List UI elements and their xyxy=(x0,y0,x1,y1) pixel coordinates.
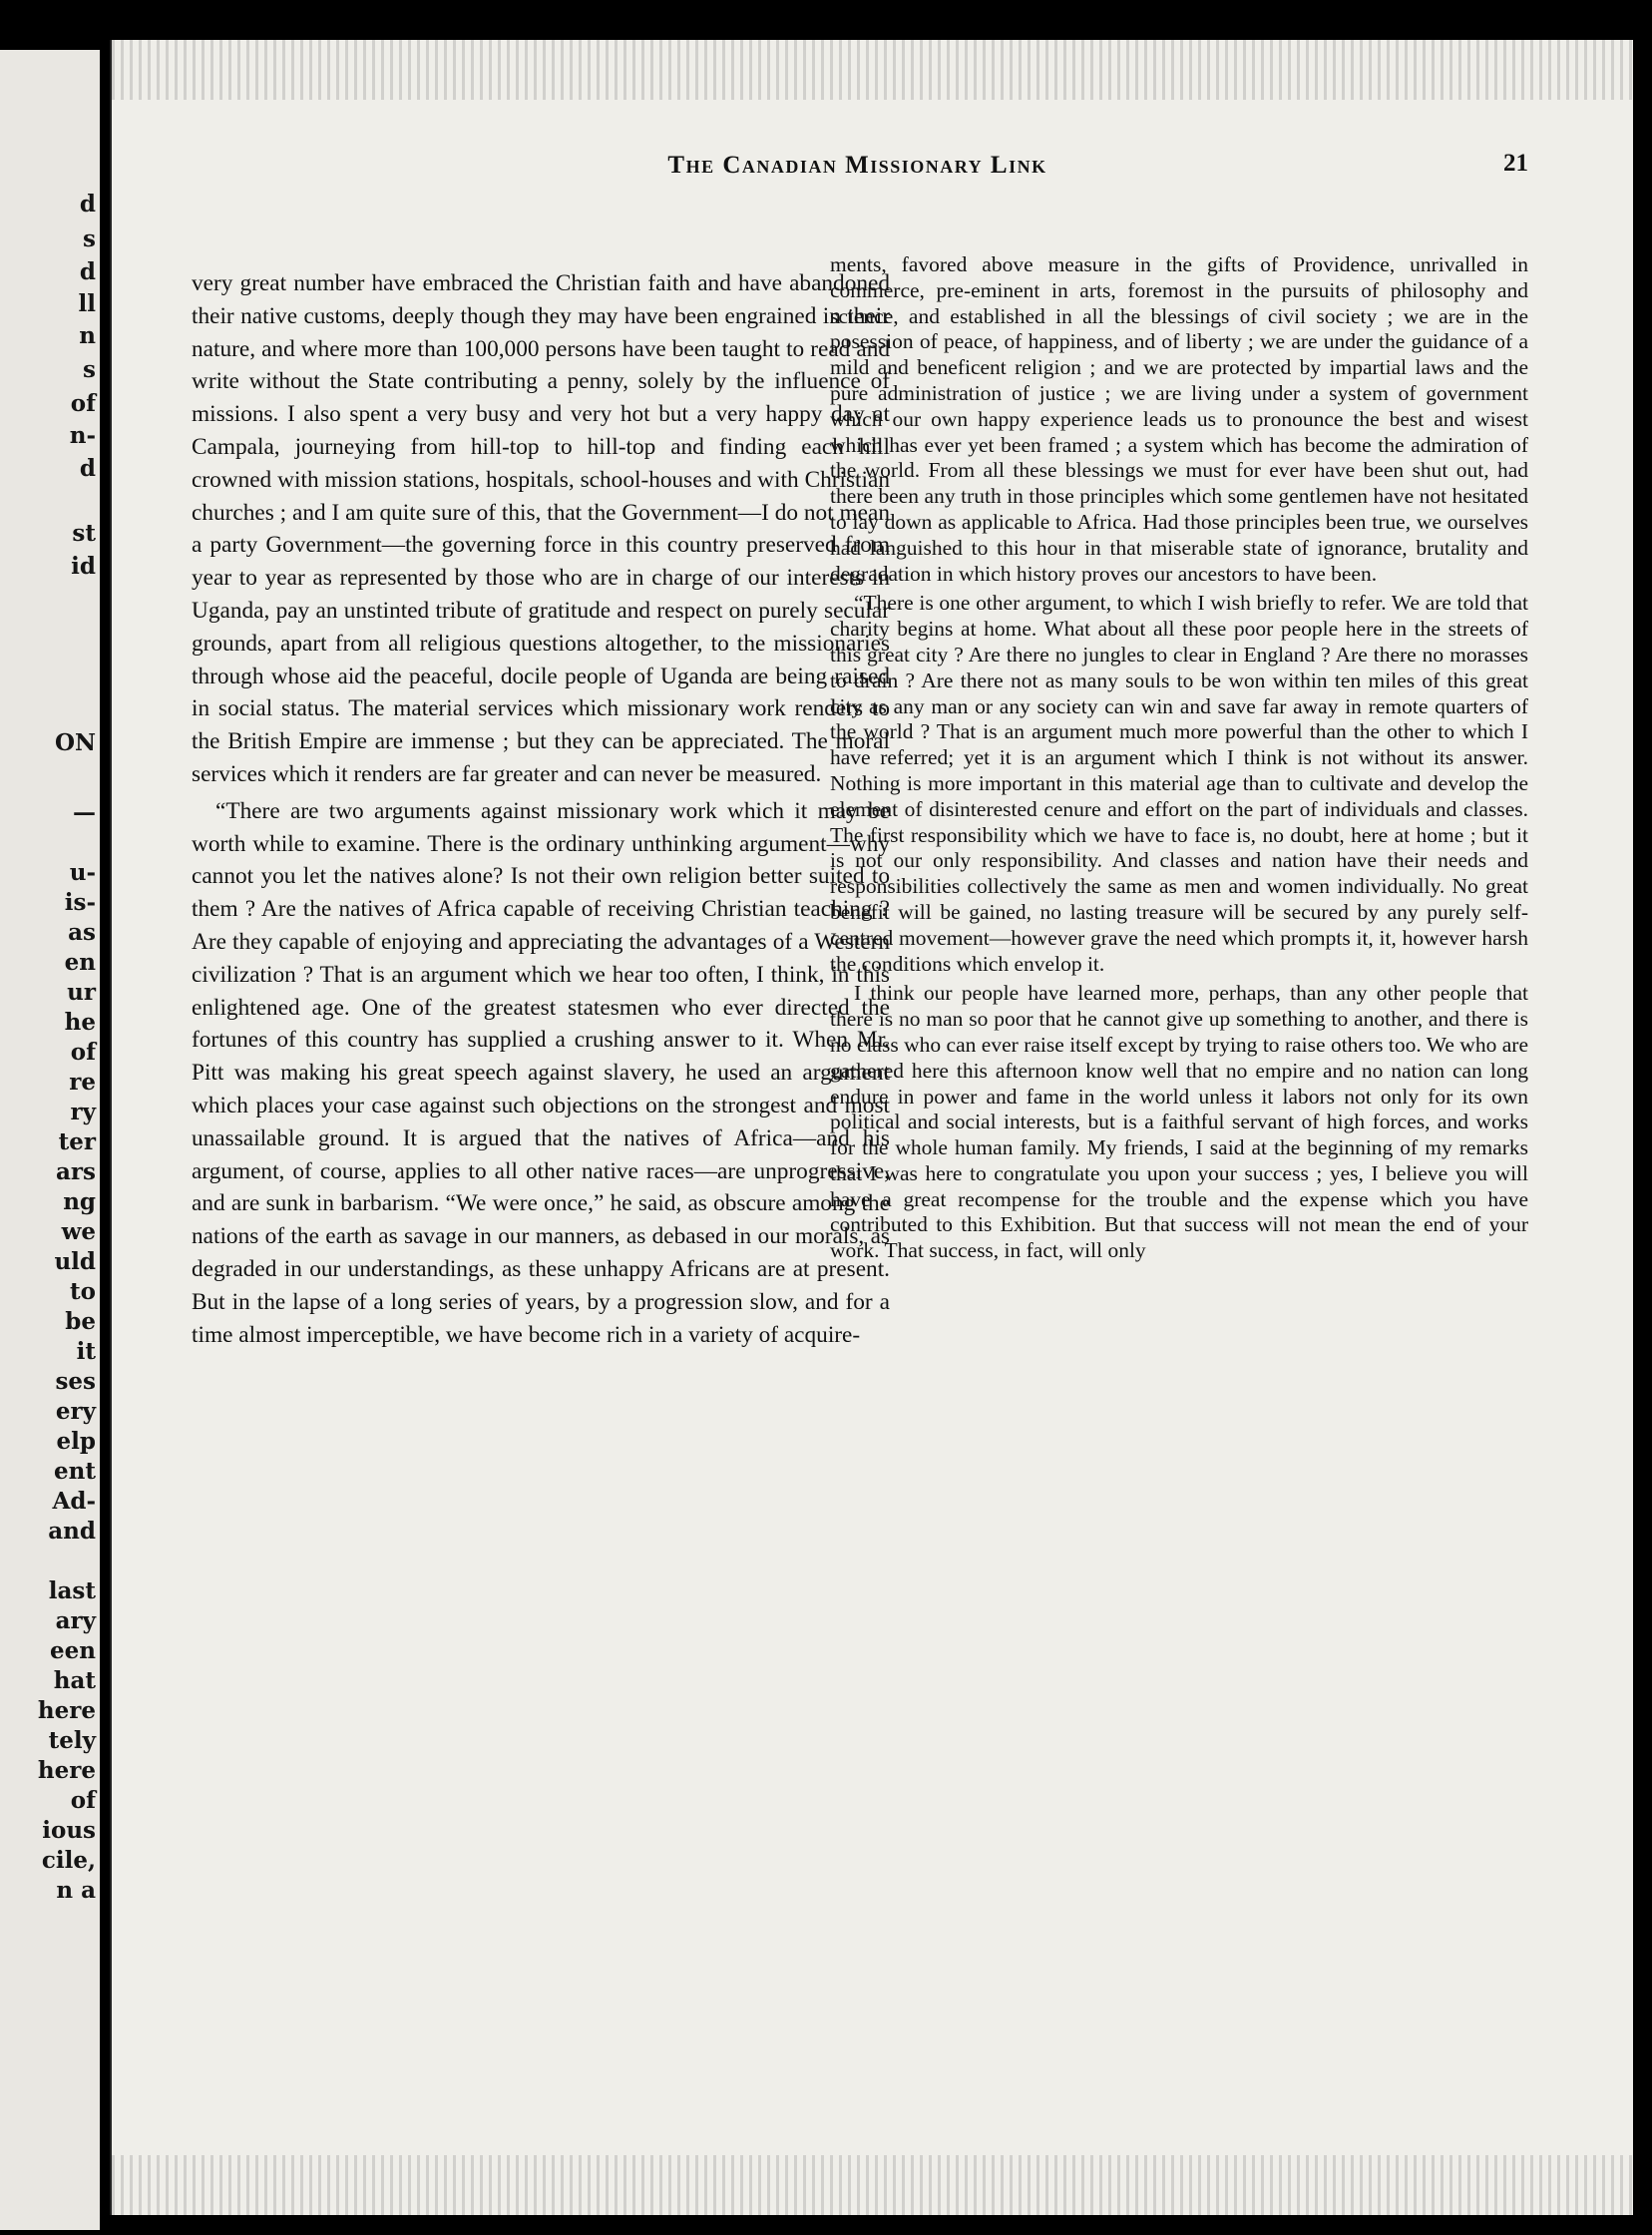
previous-page-fragment: of xyxy=(70,390,96,417)
previous-page-fragment: of xyxy=(70,1787,96,1814)
right-paragraph-3: I think our people have learned more, perhaps, than any other people that there is no man so poor that he cannot give up something to another, and there is no class who can ever raise itself except by trying to raise others too. We who are gathered here this afternoon know well that no empire and no nation can long endure in power and fame in the world unless it labors not only for its own political and social interests, but is a faithful servant of high forces, and works for the whole human family. My friends, I said at the beginning of my remarks that I was here to congratulate you upon your success ; yes, I believe you will have a great recompense for the trouble and the expense which you have contributed to this Exhibition. But that success will not mean the end of your work. That success, in fact, will only xyxy=(830,981,1528,1263)
previous-page-fragment: hat xyxy=(53,1667,96,1694)
previous-page-fragment: n a xyxy=(56,1877,96,1904)
right-column xyxy=(830,252,1528,1264)
previous-page-fragment: he xyxy=(64,1009,96,1036)
running-head xyxy=(112,152,1633,180)
previous-page-edge xyxy=(0,50,100,2230)
previous-page-fragment: last xyxy=(48,1577,96,1604)
scan-noise-top xyxy=(112,40,1633,100)
previous-page-fragment: een xyxy=(50,1637,96,1664)
previous-page-fragment: ious xyxy=(42,1817,96,1844)
left-column xyxy=(192,267,890,1351)
previous-page-fragment: uld xyxy=(54,1248,96,1275)
right-paragraph-1: ments, favored above measure in the gifts of Providence, unrivalled in commerce, pre-eminent in arts, foremost in the pursuits of philosophy and science, and established in all the blessings of civil society ; we are in the posession of peace, of happiness, and of liberty ; we are under the guidance of a mild and beneficent religion ; and we are protected by impartial laws and the pure administration of justice ; we are living under a system of government which our own happy experience leads us to pronounce the best and wisest which has ever yet been framed ; a system which has become the admiration of the world. From all these blessings we must for ever have been shut out, had there been any truth in those principles which some gentlemen have not hesitated to lay down as applicable to Africa. Had those principles been true, we ourselves had languished to this hour in that miserable state of ignorance, brutality and degradation in which history proves our ancestors to have been. xyxy=(830,252,1528,586)
previous-page-fragment: be xyxy=(65,1308,96,1335)
previous-page-fragment: ng xyxy=(63,1188,96,1215)
previous-page-fragment: here xyxy=(37,1757,96,1784)
previous-page-fragment: re xyxy=(69,1069,96,1096)
previous-page-fragment: ll xyxy=(78,290,96,317)
previous-page-fragment: n- xyxy=(69,422,96,449)
previous-page-fragment: ery xyxy=(55,1398,96,1425)
previous-page-fragment: st xyxy=(72,520,96,547)
previous-page-fragment: d xyxy=(79,191,96,218)
previous-page-fragment: u- xyxy=(69,859,96,886)
left-paragraph-2: “There are two arguments against missionary work which it may be worth while to examine. There is the ordinary unthinking argument—why cannot you let the natives alone? Is not their own religion better suited to them ? Are the natives of Africa capable of receiving Christian teaching ? Are they capable of enjoying and appreciating the advantages of a Western civilization ? That is an argument which we hear too often, I think, in this enlightened age. One of the greatest statesmen who ever directed the fortunes of this country has supplied a crushing answer to it. When Mr. Pitt was making his great speech against slavery, he used an argument which places your case against such objections on the strongest and most unassailable ground. It is argued that the natives of Africa—and his argument, of course, applies to all other native races—are unprogressive, and are sunk in barbarism. “We were once,” he said, as obscure among the nations of the earth as savage in our manners, as debased in our morals, as degraded in our understandings, as these unhappy Africans are at present. But in the lapse of a long series of years, by a progression slow, and for a time almost imperceptible, we have become rich in a variety of acquire- xyxy=(192,797,890,1348)
previous-page-fragment: cile, xyxy=(41,1847,96,1874)
previous-page-fragment: ary xyxy=(55,1607,96,1634)
previous-page-fragment: en xyxy=(64,949,96,976)
left-paragraph-1: very great number have embraced the Christian faith and have abandoned their native customs, deeply though they may have been engrained in their nature, and where more than 100,000 persons have been taught to read and write without the State contributing a penny, solely by the influence of missions. I also spent a very busy and very hot but a very happy day at Campala, journeying from hill-top to hill-top and finding each hill crowned with mission stations, hospitals, school-houses and with Christian churches ; and I am quite sure of this, that the Government—I do not mean a party Government—the governing force in this country preserved from year to year as represented by those who are in charge of our interests in Uganda, pay an unstinted tribute of gratitude and respect on purely secular grounds, apart from all religious questions altogether, to the missionaries through whose aid the peaceful, docile people of Uganda are being raised in social status. The material services which missionary work renders to the British Empire are immense ; but they can be appreciated. The moral services which it renders are far greater and can never be measured. xyxy=(192,270,890,787)
previous-page-fragment: tely xyxy=(48,1727,96,1754)
running-title: The Canadian Missionary Link xyxy=(667,152,1047,179)
previous-page-fragment: s xyxy=(83,356,96,383)
previous-page-fragment: ON xyxy=(54,729,96,756)
scan-noise-bottom xyxy=(112,2155,1633,2215)
previous-page-fragment: ars xyxy=(56,1158,96,1185)
previous-page-fragment: of xyxy=(70,1039,96,1066)
previous-page-fragment: d xyxy=(79,258,96,285)
previous-page-fragment: Ad- xyxy=(52,1488,96,1515)
previous-page-fragment: id xyxy=(71,553,96,580)
previous-page-fragment: ent xyxy=(54,1458,96,1485)
previous-page-fragment: is- xyxy=(64,889,96,916)
previous-page-fragment: ter xyxy=(58,1128,96,1155)
right-paragraph-2: “There is one other argument, to which I wish briefly to refer. We are told that charity begins at home. What about all these poor people here in the streets of this great city ? Are there no jungles to clear in England ? Are there no morasses to drain ? Are there not as many souls to be won within ten miles of this great city as any man or any society can win and save far away in remote quarters of the world ? That is an argument much more powerful than the other to which I have referred; yet it is an argument which I think is not without its answer. Nothing is more important in this material age than to cultivate and develop the element of disinterested cenure and effort on the part of individuals and classes. The first responsibility which we have to face is, no doubt, here at home ; but it is not our only responsibility. And classes and nation have their needs and responsibilities collectively the same as men and women individually. No great benefit will be gained, no lasting treasure will be secured by any purely self-centred movement—however grave the need which prompts it, it, however harsh the conditions which envelop it. xyxy=(830,591,1528,976)
previous-page-fragment: ry xyxy=(70,1099,96,1125)
previous-page-fragment: as xyxy=(68,919,96,946)
page-number: 21 xyxy=(1503,150,1528,177)
previous-page-fragment: n xyxy=(79,322,96,349)
previous-page-fragment: and xyxy=(48,1518,96,1545)
previous-page-fragment: — xyxy=(73,799,96,826)
previous-page-fragment: we xyxy=(61,1218,96,1245)
previous-page-fragment: d xyxy=(79,455,96,482)
previous-page-fragment: elp xyxy=(56,1428,96,1455)
previous-page-fragment: here xyxy=(37,1697,96,1724)
previous-page-fragment: it xyxy=(76,1338,96,1365)
previous-page-fragment: s xyxy=(83,225,96,252)
previous-page-fragment: ses xyxy=(55,1368,96,1395)
magazine-page xyxy=(110,40,1633,2215)
previous-page-fragment: to xyxy=(70,1278,96,1305)
previous-page-fragment: ur xyxy=(67,979,96,1006)
